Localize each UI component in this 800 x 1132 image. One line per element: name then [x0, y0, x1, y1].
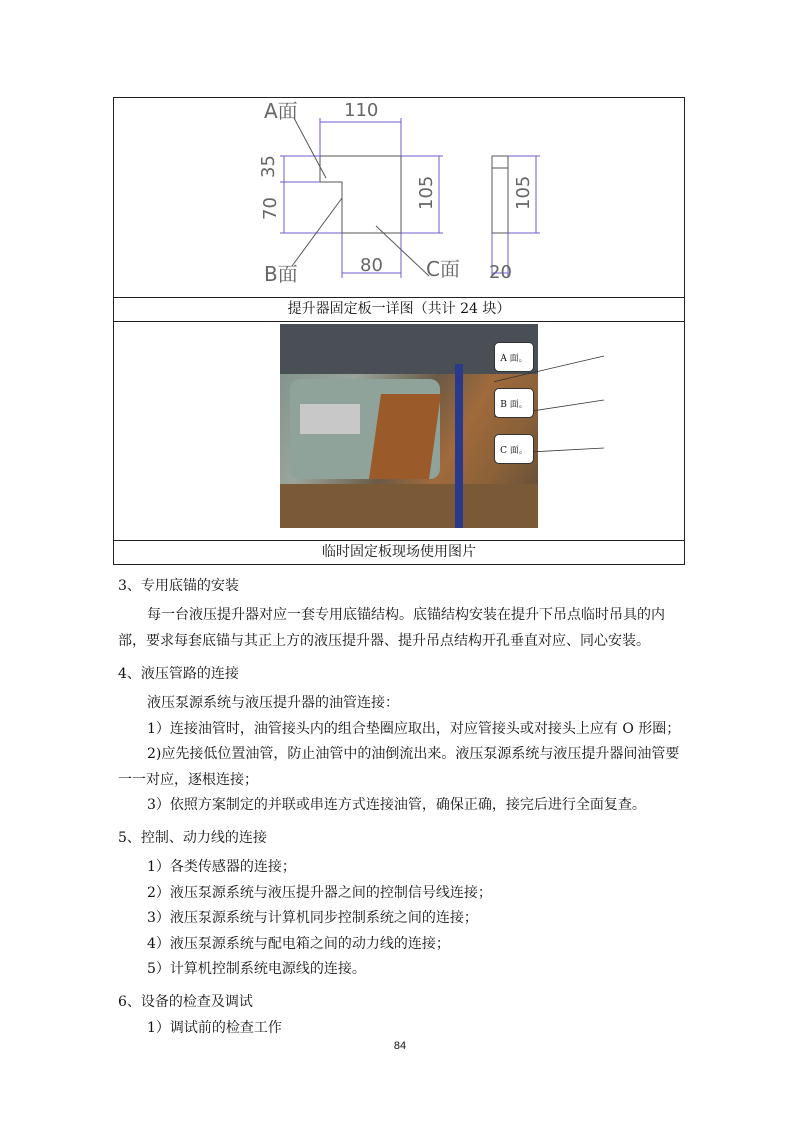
section3-heading: 3、专用底锚的安装	[118, 578, 239, 594]
section5-item: 1）各类传感器的连接；	[147, 859, 296, 875]
dim-110: 110	[344, 100, 379, 121]
b-face-label: B面	[264, 262, 298, 286]
dim-80: 80	[360, 255, 383, 276]
section4-item3: 3）依照方案制定的并联或串连方式连接油管，确保正确，接完后进行全面复查。	[147, 797, 646, 813]
dim-70: 70	[260, 197, 281, 220]
caption-drawing: 提升器固定板一详图（共计 24 块）	[287, 301, 511, 317]
c-face-label: C面	[426, 257, 460, 281]
dim-35: 35	[258, 155, 279, 178]
section5-item: 2）液压泵源系统与液压提升器之间的控制信号线连接；	[147, 885, 492, 901]
section4-heading: 4、液压管路的连接	[118, 666, 239, 682]
section3-paragraph-line2: 部，要求每套底锚与其正上方的液压提升器、提升吊点结构开孔垂直对应、同心安装。	[118, 633, 650, 649]
page-number: 84	[393, 1040, 407, 1052]
section3-paragraph-line1: 每一台液压提升器对应一套专用底锚结构。底锚结构安装在提升下吊点临时吊具的内	[147, 607, 665, 623]
section6-item1: 1）调试前的检查工作	[147, 1020, 282, 1036]
plate-outline	[284, 156, 401, 233]
section4-intro: 液压泵源系统与液压提升器的油管连接：	[147, 695, 399, 711]
section5-item: 4）液压泵源系统与配电箱之间的动力线的连接；	[147, 936, 450, 952]
section5-heading: 5、控制、动力线的连接	[118, 830, 267, 846]
callout-c-face: C 面。	[494, 434, 534, 464]
a-face-label: A面	[264, 99, 298, 123]
dim-105-left: 105	[416, 175, 437, 210]
fixing-plate-drawing	[114, 98, 684, 298]
callout-b-face: B 面。	[494, 388, 534, 418]
dim-20: 20	[489, 262, 512, 283]
section6-heading: 6、设备的检查及调试	[118, 994, 253, 1010]
section5-item: 3）液压泵源系统与计算机同步控制系统之间的连接；	[147, 910, 478, 926]
figure-table	[113, 97, 685, 565]
section4-item2-line1: 2)应先接低位置油管，防止油管中的油倒流出来。液压泵源系统与液压提升器间油管要	[147, 746, 680, 762]
section4-item1: 1）连接油管时，油管接头内的组合垫圈应取出，对应管接头或对接头上应有 O 形圈；	[147, 721, 681, 737]
caption-photo: 临时固定板现场使用图片	[322, 544, 476, 560]
dim-105-right: 105	[513, 175, 534, 210]
section4-item2-line2: 一一对应，逐根连接；	[118, 772, 258, 788]
callout-a-face: A 面。	[494, 342, 534, 372]
section5-item: 5）计算机控制系统电源线的连接。	[147, 961, 366, 977]
